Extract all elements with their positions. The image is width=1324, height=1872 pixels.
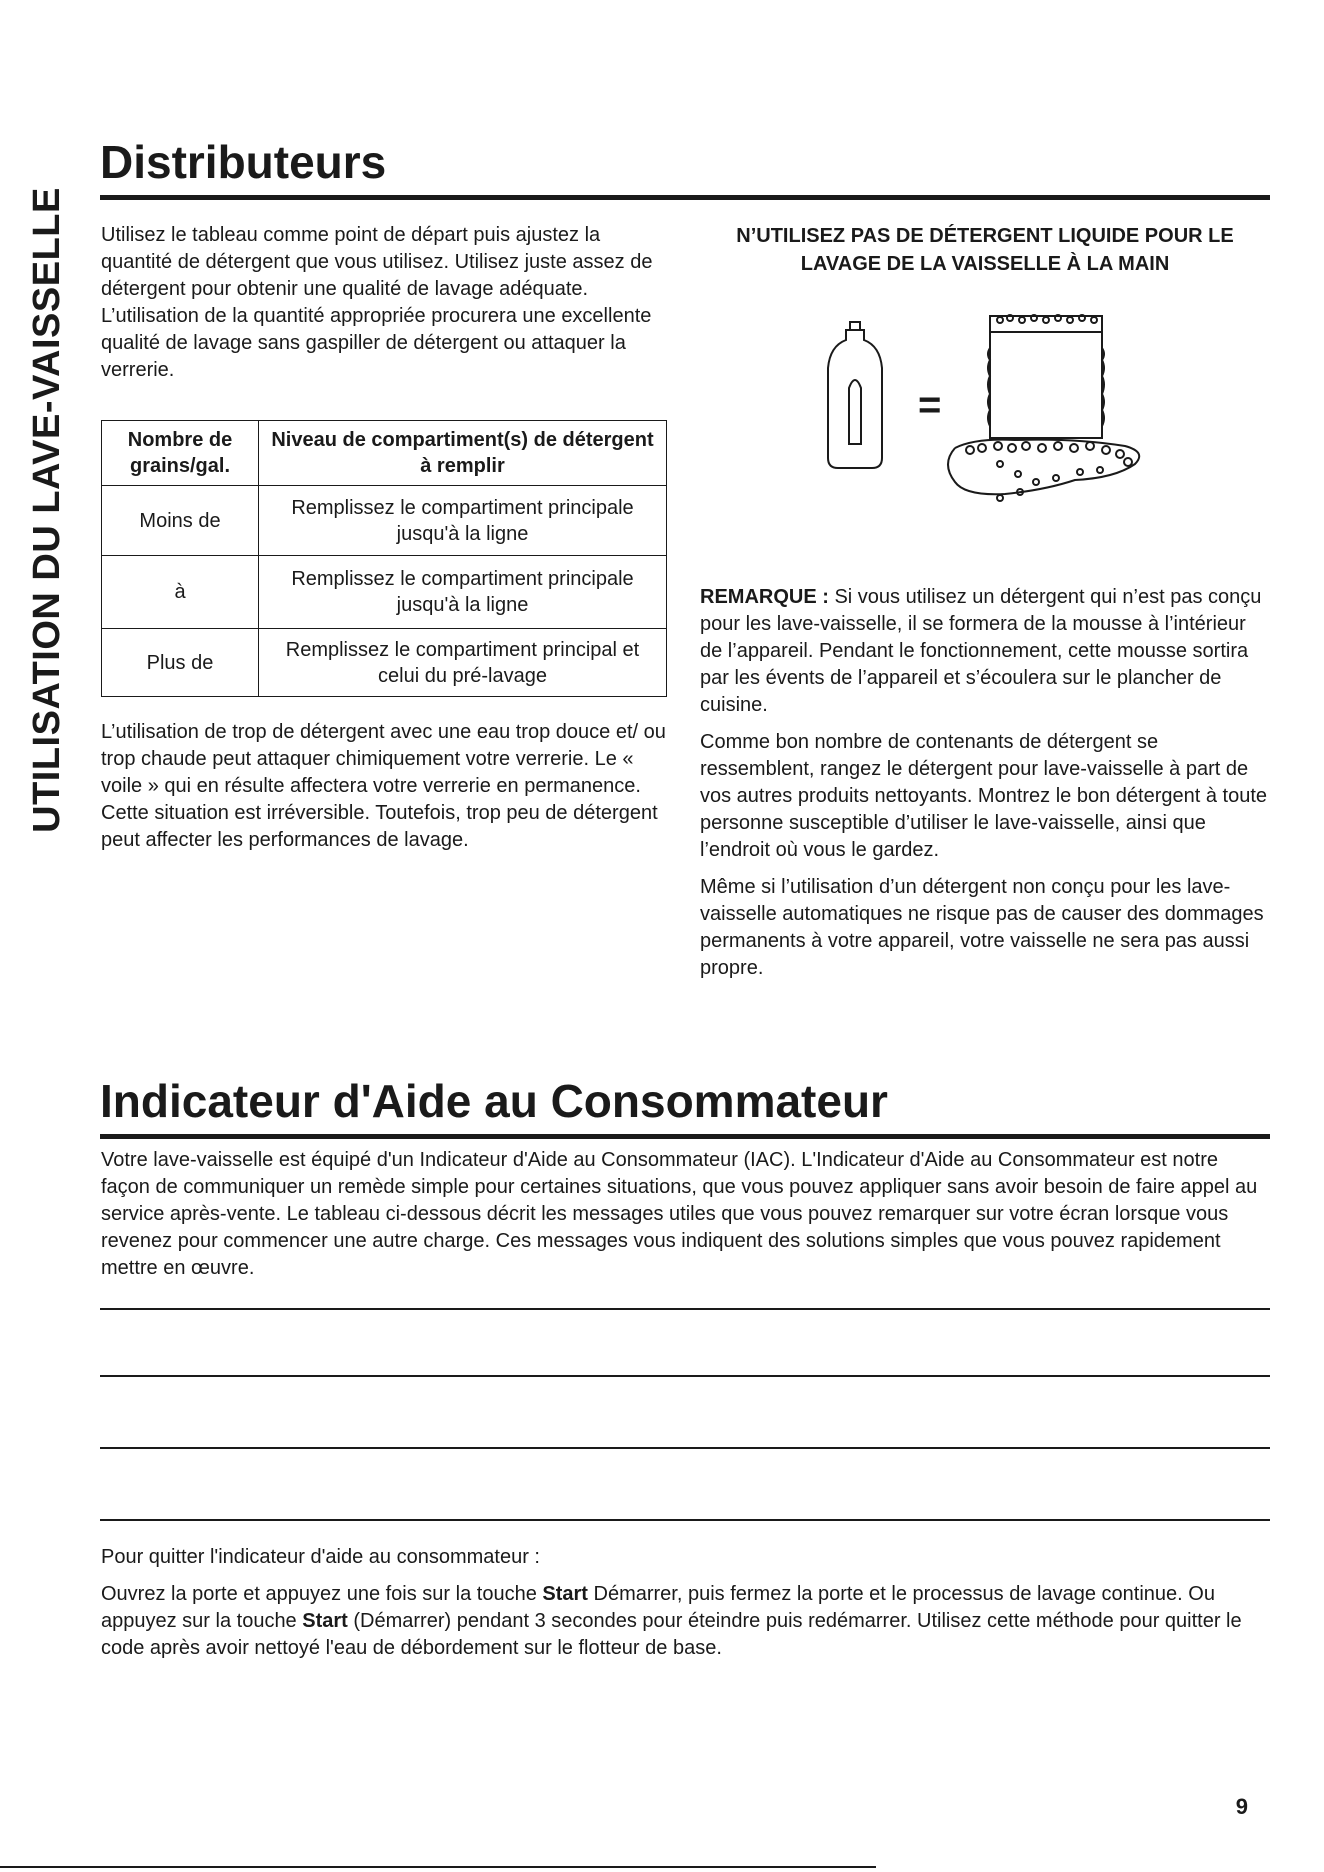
start-key-label: Start bbox=[542, 1583, 588, 1605]
distributeurs-right-column bbox=[700, 222, 1270, 982]
detergent-suds-drawing bbox=[700, 278, 1270, 518]
distributeurs-left-column bbox=[101, 222, 666, 854]
distributeurs-intro: Utilisez le tableau comme point de départ puis ajustez la quantité de détergent que vous utilisez. Utilisez juste assez de détergent pour obtenir une qualité de lavage adéquate. L’utilisation de la quantité appropriée procurera une excellente qualité de lavage sans gaspiller de détergent ou attaquer la verrerie. bbox=[101, 224, 653, 381]
table-cell: Remplissez le compartiment principale jusqu'à la ligne bbox=[259, 556, 667, 629]
exit-text-2: Démarrer, puis fermez la porte et le processus de lavage continue. Ou appuyez sur la touche bbox=[101, 1583, 1215, 1632]
table-rule bbox=[100, 1519, 1270, 1521]
table-rule bbox=[100, 1308, 1270, 1310]
table-header-row bbox=[102, 421, 667, 486]
remark-paragraph bbox=[700, 584, 1270, 719]
liquid-detergent-warning: N’UTILISEZ PAS DE DÉTERGENT LIQUIDE POUR LE LAVAGE DE LA VAISSELLE À LA MAIN bbox=[736, 225, 1234, 275]
table-cell: Moins de bbox=[102, 486, 259, 556]
remark-label: REMARQUE : bbox=[700, 586, 829, 608]
start-key-label: Start bbox=[302, 1610, 348, 1632]
exit-text-1: Ouvrez la porte et appuyez une fois sur la touche bbox=[101, 1583, 543, 1605]
dishwasher-foam-icon bbox=[948, 315, 1139, 501]
table-cell: Plus de bbox=[102, 629, 259, 697]
dish-soap-bottle-icon bbox=[828, 322, 882, 468]
remark-text: Si vous utilisez un détergent qui n’est pas conçu pour les lave-vaisselle, il se formera de la mousse à l’intérieur de l’appareil. Pendant le fonctionnement, cette mousse sortira par les évents de l’appareil et s’écoulera sur le plancher de cuisine. bbox=[700, 586, 1262, 716]
footer-rule bbox=[0, 1866, 876, 1868]
non-automatic-detergent-paragraph: Même si l’utilisation d’un détergent non conçu pour les lave-vaisselle automatiques ne risque pas de causer des dommages permanents à votre appareil, votre vaisselle ne sera pas aussi propre. bbox=[700, 876, 1264, 979]
exit-paragraph bbox=[101, 1581, 1271, 1662]
table-row bbox=[102, 556, 667, 629]
table-header: Nombre de grains/gal. bbox=[102, 421, 259, 486]
section-side-title: UTILISATION DU LAVE-VAISSELLE bbox=[26, 187, 68, 833]
equals-sign: = bbox=[918, 383, 942, 427]
table-header: Niveau de compartiment(s) de détergent à remplir bbox=[259, 421, 667, 486]
table-cell: à bbox=[102, 556, 259, 629]
table-rule bbox=[100, 1375, 1270, 1377]
exit-heading: Pour quitter l'indicateur d'aide au consommateur : bbox=[101, 1546, 540, 1568]
table-row bbox=[102, 629, 667, 697]
table-rule bbox=[100, 1447, 1270, 1449]
detergent-table bbox=[101, 420, 667, 697]
exit-text-3: (Démarrer) pendant 3 secondes pour éteindre puis redémarrer. Utilisez cette méthode pour quitter le code après avoir nettoyé l'eau de débordement sur le flotteur de base. bbox=[101, 1610, 1242, 1659]
iac-intro: Votre lave-vaisselle est équipé d'un Indicateur d'Aide au Consommateur (IAC). L'Indicateur d'Aide au Consommateur est notre façon de communiquer un remède simple pour certaines situations, que vous pouvez appliquer sans avoir besoin de faire appel au service après-vente. Le tableau ci-dessous décrit les messages utiles que vous pouvez remarquer sur votre écran lorsque vous revenez pour commencer une autre charge. Ces messages vous indiquent des solutions simples que vous pouvez rapidement mettre en œuvre. bbox=[101, 1149, 1258, 1279]
storage-paragraph: Comme bon nombre de contenants de détergent se ressemblent, rangez le détergent pour lave-vaisselle à part de vos autres produits nettoyants. Montrez le bon détergent à toute personne susceptible d’utiliser le lave-vaisselle, ainsi que l’endroit où vous le gardez. bbox=[700, 731, 1268, 861]
page-number: 9 bbox=[1235, 1794, 1248, 1819]
table-cell: Remplissez le compartiment principal et celui du pré-lavage bbox=[259, 629, 667, 697]
table-cell: Remplissez le compartiment principale jusqu'à la ligne bbox=[259, 486, 667, 556]
iac-heading: Indicateur d'Aide au Consommateur bbox=[100, 1075, 1270, 1139]
suds-illustration bbox=[700, 278, 1270, 578]
overuse-warning-paragraph: L’utilisation de trop de détergent avec une eau trop douce et/ ou trop chaude peut attaquer chimiquement votre verrerie. Le « voile » qui en résulte affectera votre verrerie en permanence. Cette situation est irréversible. Toutefois, trop peu de détergent peut affecter les performances de lavage. bbox=[101, 721, 666, 851]
exit-instructions bbox=[101, 1544, 1271, 1662]
distributeurs-heading: Distributeurs bbox=[100, 136, 1270, 200]
table-row bbox=[102, 486, 667, 556]
